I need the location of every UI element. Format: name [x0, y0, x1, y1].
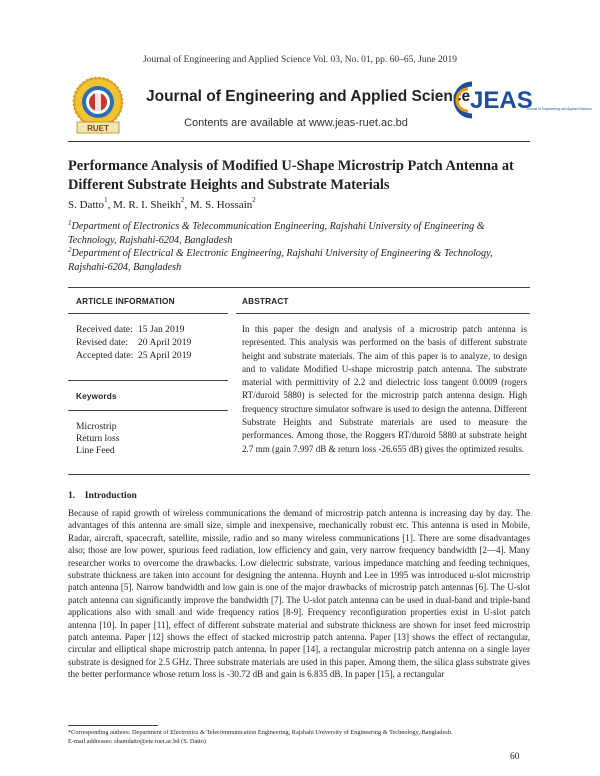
author-affiliation-mark: 1 [104, 196, 108, 204]
author-list: S. Datto$^1$, M. R. I. Sheikh$^2$, M. S. Hossain$^2$ [68, 196, 256, 211]
header-rule [68, 141, 530, 142]
contents-line: Contents are available at www.jeas-ruet.ac.bd [184, 117, 408, 129]
footnote-email: E-mail addresses: shamdatto@ete.ruet.ac.bd (S. Datto) [68, 738, 206, 745]
footnote-rule [68, 725, 158, 726]
affiliation-1: $^1$Department of Electronics & Telecommunication Engineering, Rajshahi University of Engineering & Technology, Rajshahi-6204, Bangladesh [68, 219, 485, 246]
article-dates [76, 324, 191, 363]
accepted-date-row: Accepted date: 25 April 2019 [76, 350, 192, 361]
affiliation-2: $^2$Department of Electrical & Electronic Engineering, Rajshahi University of Engineering & Technology, Rajshahi-6204, Bangladesh [68, 246, 493, 273]
author-affiliation-mark: 2 [180, 196, 185, 204]
info-rule [68, 313, 228, 314]
received-date-row: Received date: 15 Jan 2019 [76, 324, 185, 335]
keyword-list [76, 421, 119, 457]
running-head: Journal of Engineering and Applied Science Vol. 03, No. 01, pp. 60–65, June 2019 [143, 55, 457, 65]
section-rule [68, 287, 530, 288]
article-info-heading: ARTICLE INFORMATION [76, 297, 175, 306]
introduction-heading: 1. Introduction [68, 490, 137, 501]
title-line-1: Performance Analysis of Modified U-Shape Microstrip Patch Antenna at [68, 158, 514, 174]
jeas-logo-subtext: Journal of Engineering and Applied Science [526, 107, 592, 111]
ruet-logo [68, 76, 128, 138]
author-name: S. Datto [68, 199, 105, 211]
info-rule [68, 410, 228, 411]
abstract-rule [236, 313, 530, 314]
title-line-2: Different Substrate Heights and Substrate Materials [68, 177, 390, 193]
abstract-text: In this paper the design and analysis of a microstrip patch antenna is represented. This analysis was performed on the basis of different substrate height and substrate materials. The aim of this paper is to analyze, to design and to validate Modified U-shape microstrip patch antenna. The substrate material with permittivity of 2.2 and dielectric loss tangent 0.0009 (rogers RT/duroid 5880) is selected for the microstrip patch antenna design. High frequency structure simulator software is used to design the antenna. Different Substrate Heights and Substrate materials are used to measure the performances. Among those, the Roggers RT/duroid 5880 at substrate height 2.7 mm (gain 7.997 dB & return loss -26.655 dB) gives the optimized results. [242, 324, 527, 454]
keyword: Line Feed [76, 445, 115, 456]
keyword: Microstrip [76, 421, 117, 432]
revised-date-row: Revised date: 20 April 2019 [76, 337, 192, 348]
page-number: 60 [510, 752, 520, 762]
keyword: Return loss [76, 433, 120, 444]
jeas-logo [452, 80, 592, 120]
abstract-heading: ABSTRACT [242, 297, 289, 306]
keywords-heading: Keywords [76, 392, 117, 401]
journal-name: Journal of Engineering and Applied Science [146, 88, 471, 105]
author-name: M. S. Hossain [189, 199, 253, 211]
jeas-logo-text: JEAS [470, 87, 533, 114]
ruet-logo-text: RUET [87, 124, 109, 133]
introduction-text: Because of rapid growth of wireless communications the demand of microstrip patch antenna is increasing day by day. The advantages of this antenna are small size, simple and inexpensive, mechanically robust etc. This antenna is used in Mobile, Radar, aircraft, spacecraft, satellite, missile, radio and so many wireless communications [1]. There are some disadvantages also; those are low power, spurious feed radiation, low efficiency and gain, very narrow frequency bandwidth [2—4]. Many researcher works to overcome the drawbacks. Low dielectric substrate, various impedance matching and feeding techniques, substrate thickness are taken into account for designing the antenna. Huynh and Lee in 1995 was introduced u-slot microstrip patch antenna [5]. Narrow bandwidth and low gain is one of the major drawbacks of microstrip patch antennas [6]. The U-slot patch antenna can significantly improve the bandwidth [7]. The U-slot patch antenna can be used in dual-band and triple-band applications also with small and wide frequency ratios [8-9]. Frequency reconfiguration properties exist in U-slot patch antenna [10]. In paper [11], effect of different substrate material and substrate thickness are shown for inset feed microstrip patch antenna. Paper [12] shows the effect of stacked microstrip patch antenna. Paper [13] shows the effect of rectangular, circular and elliptical shape microstrip patch antenna. In paper [14], a rectangular microstrip patch antenna on a single layer substrate is designed for 2.5 GHz. Three substrate materials are used in this paper. Among them, the silica glass substrate gives the better performance whose return loss is -30.72 dB and gain is 6.835 dB. In paper [15], a rectangular [68, 508, 530, 680]
article-title [68, 157, 530, 195]
info-rule [68, 380, 228, 381]
section-rule [68, 474, 530, 475]
author-name: M. R. I. Sheikh [113, 199, 181, 211]
footnote-corresponding: *Corresponding authors: Department of Electronics & Telecommunication Engineering, Rajshahi University of Engineering & Technology, Bangladesh. [68, 729, 453, 736]
author-affiliation-mark: 2 [252, 196, 256, 204]
